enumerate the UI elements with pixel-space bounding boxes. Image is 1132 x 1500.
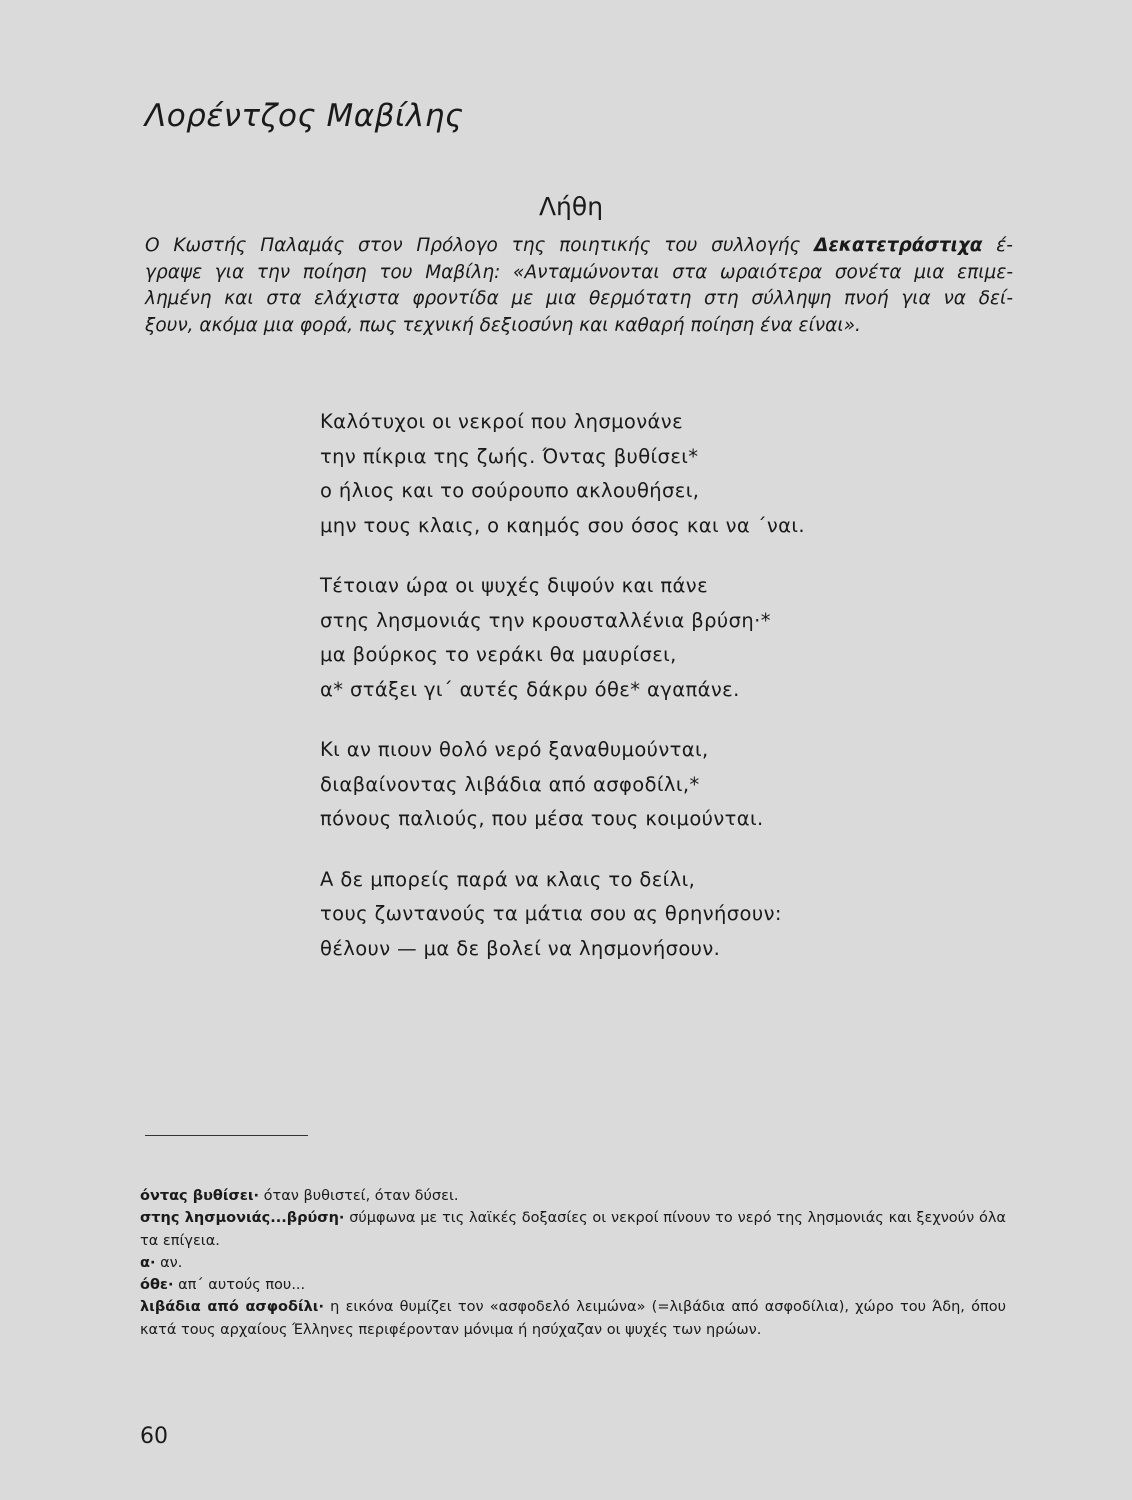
intro-line: λημένη και στα ελάχιστα φροντίδα με μια θερμότατη στη σύλληψη πνοή για να δεί- <box>145 288 1013 309</box>
collection-title: Δεκατετράστιχα <box>814 235 983 256</box>
poem-line: την πίκρια της ζωής. Όντας βυθίσει* <box>320 444 699 468</box>
stanza <box>320 733 805 837</box>
poem-line: Τέτοιαν ώρα οι ψυχές διψούν και πάνε <box>320 574 709 597</box>
stanza <box>320 405 805 543</box>
footnote-text: αν. <box>155 1254 183 1271</box>
poem-line: μα βούρκος το νεράκι θα μαυρίσει, <box>320 643 677 666</box>
intro-paragraph <box>145 233 1013 339</box>
footnote-term: λιβάδια από ασφοδίλι· <box>140 1299 324 1316</box>
footnotes <box>140 1185 1006 1341</box>
footnote-text: απ΄ αυτούς που... <box>173 1277 306 1294</box>
footnote-text: όταν βυθιστεί, όταν δύσει. <box>259 1188 459 1204</box>
poem-line: Α δε μπορείς παρά να κλαις το δείλι, <box>320 867 696 891</box>
footnote <box>140 1274 1006 1296</box>
poem-line: στης λησμονιάς την κρουσταλλένια βρύση·* <box>320 608 771 632</box>
stanza <box>320 863 805 967</box>
footnote-term: α· <box>140 1254 156 1271</box>
poem-line: Καλότυχοι οι νεκροί που λησμονάνε <box>320 410 684 433</box>
poem-title: Λήθη <box>538 192 604 221</box>
footnote-term: στης λησμονιάς...βρύση· <box>140 1210 345 1227</box>
footnote <box>140 1296 1006 1341</box>
footnote <box>140 1252 1006 1274</box>
poem-body <box>320 405 805 992</box>
footnote-term: όθε· <box>140 1277 174 1294</box>
footnote-divider <box>145 1135 308 1136</box>
intro-line: γραψε για την ποίηση του Μαβίλη: «Ανταμώνονται στα ωραιότερα σονέτα μια επιμε- <box>145 261 1013 283</box>
poem-line: πόνους παλιούς, που μέσα τους κοιμούνται. <box>320 807 764 830</box>
intro-line: ξουν, ακόμα μια φορά, πως τεχνική δεξιοσύνη και καθαρή ποίηση ένα είναι». <box>145 314 861 336</box>
poem-line: τους ζωντανούς τα μάτια σου ας θρηνήσουν: <box>320 902 782 925</box>
footnote <box>140 1207 1006 1252</box>
page-number: 60 <box>140 1424 168 1449</box>
footnote <box>140 1185 1006 1207</box>
footnote-term: όντας βυθίσει· <box>140 1188 260 1204</box>
intro-line <box>145 233 1013 260</box>
poem-line: α* στάξει γι΄ αυτές δάκρυ όθε* αγαπάνε. <box>320 677 740 701</box>
poem-line: μην τους κλαις, ο καημός σου όσος και να ΄ναι. <box>320 513 806 537</box>
poem-line: θέλουν — μα δε βολεί να λησμονήσουν. <box>320 936 721 960</box>
intro-text: έ- <box>982 235 1013 256</box>
stanza <box>320 569 805 707</box>
footnote-text: σύμφωνα με τις λαϊκές δοξασίες οι νεκροί πίνουν το νερό της λησμονιάς και ξεχνούν όλα τα επίγεια. <box>140 1210 1006 1249</box>
poem-line: Κι αν πιουν θολό νερό ξαναθυμούνται, <box>320 738 709 761</box>
footnote-text: η εικόνα θυμίζει τον «ασφοδελό λειμώνα» (=λιβάδια από ασφοδίλια), χώρο του Άδη, όπου κατά τους αρχαίους Έλληνες περιφέρονταν μόνιμα ή ησύχαζαν οι ψυχές των ηρώων. <box>140 1299 1006 1338</box>
poem-line: ο ήλιος και το σούρουπο ακλουθήσει, <box>320 479 700 502</box>
poem-line: διαβαίνοντας λιβάδια από ασφοδίλι,* <box>320 772 700 796</box>
author-name: Λορέντζος Μαβίλης <box>145 98 464 134</box>
intro-text: Ο Κωστής Παλαμάς στον Πρόλογο της ποιητικής του συλλογής <box>145 235 815 256</box>
